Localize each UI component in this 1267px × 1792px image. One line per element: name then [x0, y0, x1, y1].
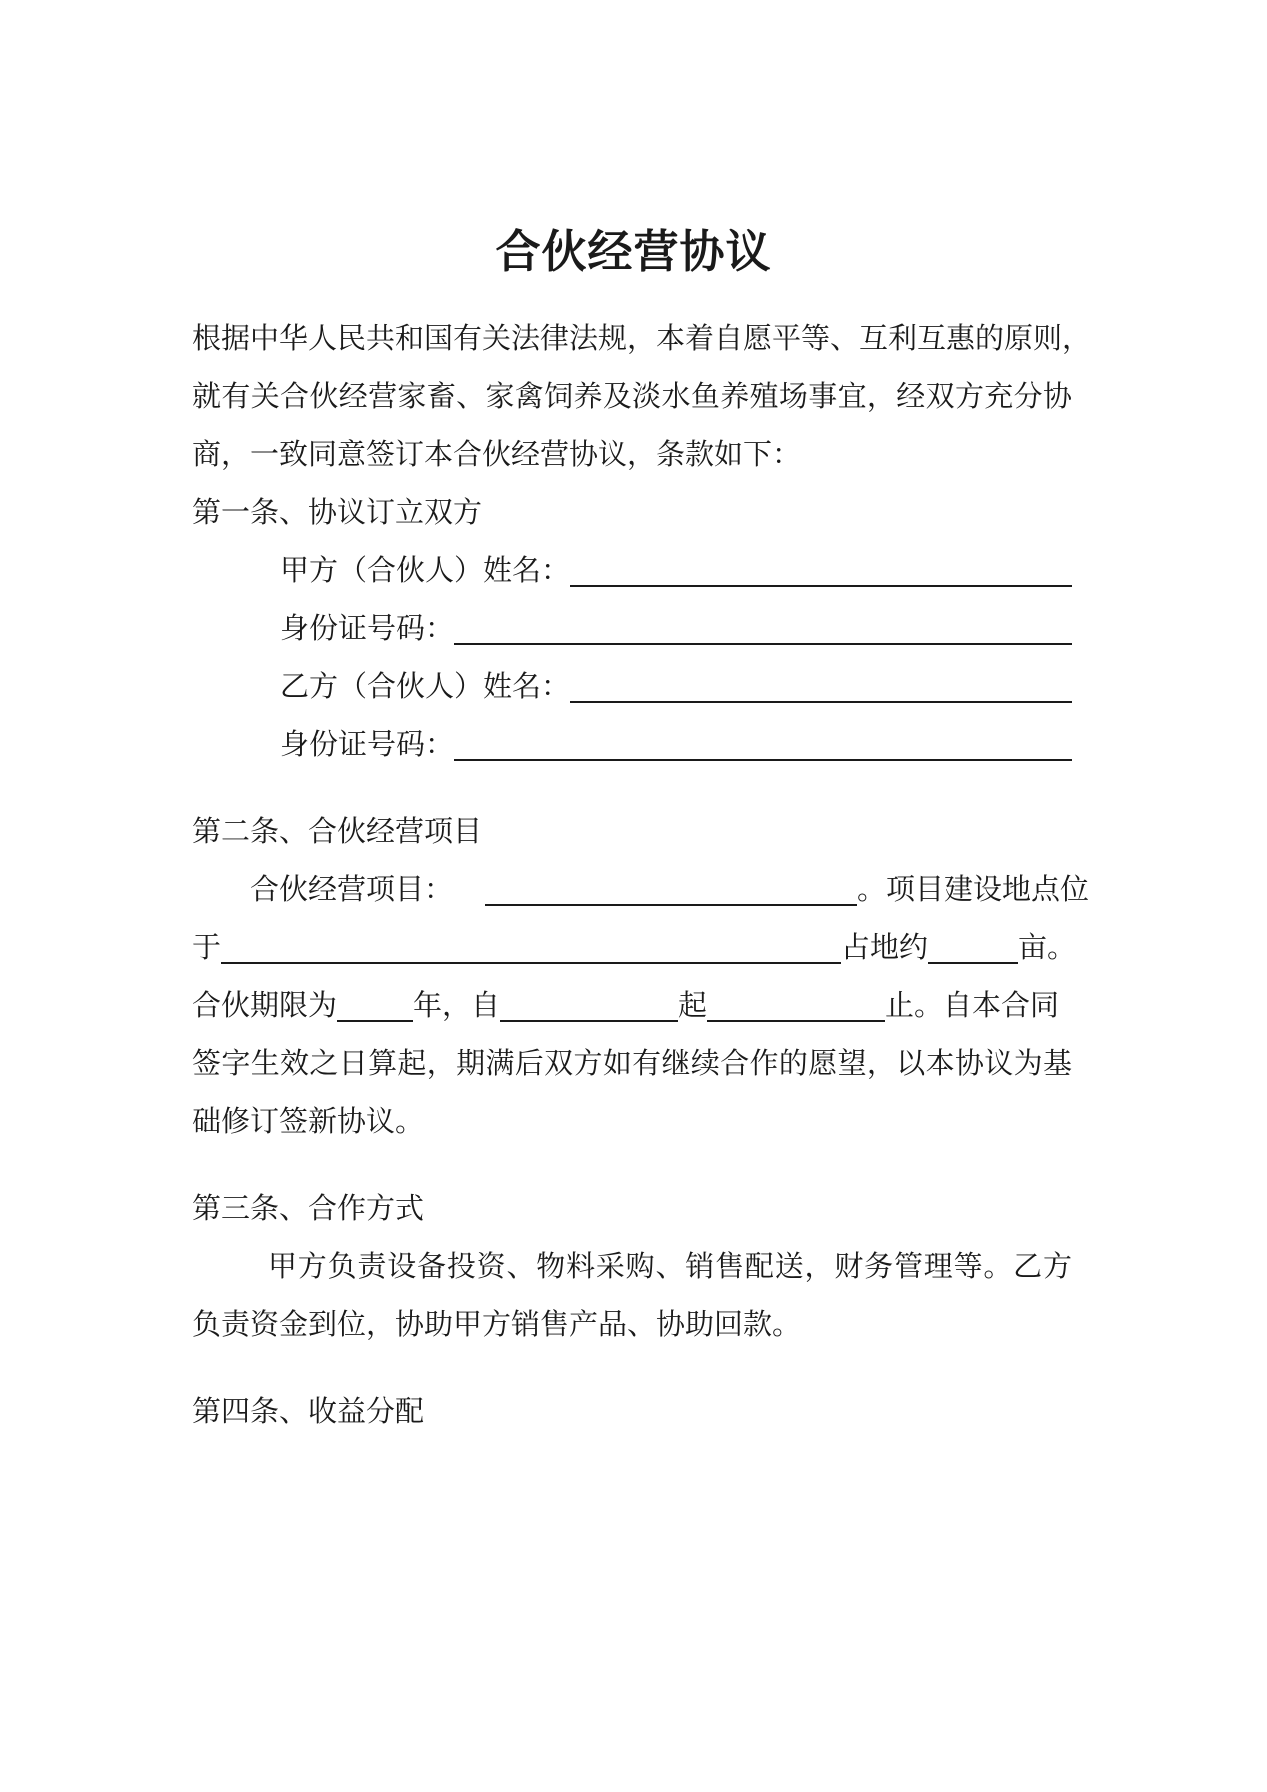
party-b-id-row [280, 724, 1072, 764]
article-2-line-4: 签字生效之日算起，期满后双方如有继续合作的愿望，以本协议为基 [192, 1046, 1072, 1080]
article-2-heading: 第二条、合伙经营项目 [192, 814, 483, 848]
preamble-line-3: 商，一致同意签订本合伙经营协议，条款如下： [192, 437, 802, 471]
party-b-name-field[interactable] [570, 671, 1072, 703]
party-a-id-field[interactable] [454, 613, 1072, 645]
term-label: 合伙期限为 [192, 988, 338, 1022]
preamble-line-1: 根据中华人民共和国有关法律法规，本着自愿平等、互利互惠的原则， [192, 321, 1092, 355]
start-date-field[interactable] [500, 990, 678, 1022]
party-b-name-label: 乙方（合伙人）姓名： [280, 669, 571, 703]
location-label: 。项目建设地点位 [857, 872, 1090, 906]
party-a-name-field[interactable] [570, 555, 1072, 587]
area-label: 占地约 [841, 930, 929, 964]
party-a-name-label: 甲方（合伙人）姓名： [280, 553, 571, 587]
project-label: 合伙经营项目： [250, 872, 454, 906]
party-b-id-field[interactable] [454, 729, 1072, 761]
location-field[interactable] [221, 932, 841, 964]
article-1-heading: 第一条、协议订立双方 [192, 495, 483, 529]
end-date-field[interactable] [707, 990, 885, 1022]
article-3-line-1: 甲方负责设备投资、物料采购、销售配送，财务管理等。乙方 [268, 1249, 1072, 1283]
area-unit: 亩。 [1018, 930, 1077, 964]
article-3-heading: 第三条、合作方式 [192, 1191, 425, 1225]
party-a-name-row [280, 550, 1072, 590]
party-b-name-row [280, 666, 1072, 706]
document-title: 合伙经营协议 [495, 225, 772, 278]
until-label: 止。自本合同 [885, 988, 1060, 1022]
year-label: 年，自 [413, 988, 501, 1022]
article-3-line-2: 负责资金到位，协助甲方销售产品、协助回款。 [192, 1307, 802, 1341]
preamble-line-2: 就有关合伙经营家畜、家禽饲养及淡水鱼养殖场事宜，经双方充分协 [192, 379, 1072, 413]
term-row [192, 985, 1072, 1025]
party-a-id-label: 身份证号码： [280, 611, 455, 645]
project-row [250, 869, 1090, 909]
from-label: 起 [678, 988, 708, 1022]
term-years-field[interactable] [337, 990, 413, 1022]
article-4-heading: 第四条、收益分配 [192, 1394, 425, 1428]
article-2-line-5: 础修订签新协议。 [192, 1104, 425, 1138]
location-row [192, 927, 1077, 967]
project-field[interactable] [485, 874, 857, 906]
party-b-id-label: 身份证号码： [280, 727, 455, 761]
party-a-id-row [280, 608, 1072, 648]
location-at-label: 于 [192, 930, 222, 964]
area-field[interactable] [928, 932, 1018, 964]
